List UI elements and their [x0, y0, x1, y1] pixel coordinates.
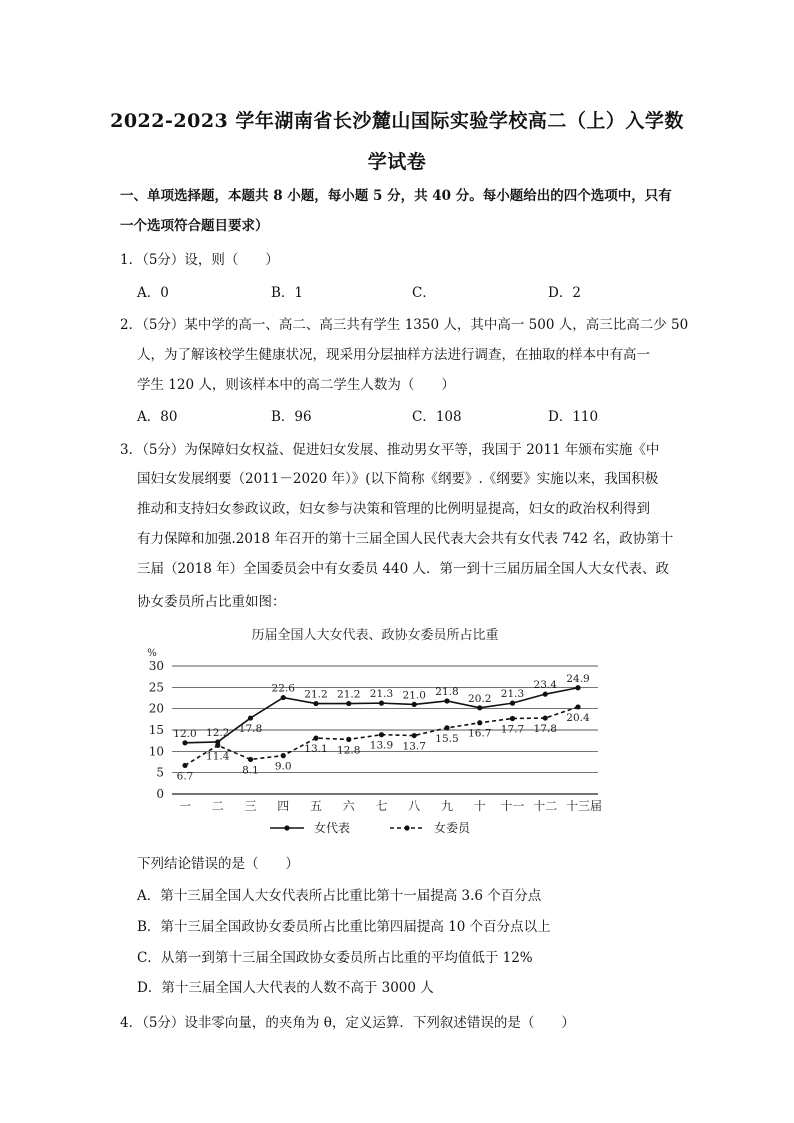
y-axis-unit: %: [147, 648, 157, 659]
data-label: 9.0: [274, 760, 292, 773]
section-heading: 一、单项选择题，本题共 8 小题，每小题 5 分，共 40 分。每小题给出的四个选项中，只有一个选项符合题目要求）: [120, 188, 672, 234]
data-label: 21.0: [402, 689, 426, 702]
legend-label-women-members: 女委员: [434, 821, 471, 835]
data-point: [575, 704, 580, 709]
data-point: [412, 733, 417, 738]
q3-option-b: B．第十三届全国政协女委员所占比重比第四届提高 10 个百分点以上: [137, 919, 551, 935]
y-tick-label: 10: [148, 744, 164, 759]
data-label: 13.9: [369, 739, 394, 752]
x-tick-label: 七: [375, 799, 388, 813]
q1-option-b: B．1: [271, 285, 304, 301]
page-title: 2022-2023 学年湖南省长沙麓山国际实验学校高二（上）入学数: [110, 110, 684, 132]
data-point: [313, 736, 318, 741]
data-label: 11.4: [206, 750, 230, 763]
data-label: 21.3: [500, 688, 525, 701]
data-label: 17.8: [533, 723, 557, 736]
question-2-line-2: 人，为了解该校学生健康状况，现采用分层抽样方法进行调查，在抽取的样本中有高一: [137, 347, 650, 363]
y-tick-label: 5: [156, 765, 164, 780]
question-2-line-3: 学生 120 人，则该样本中的高二学生人数为（ ）: [137, 377, 455, 393]
q3-option-d: D．第十三届全国人大代表的人数不高于 3000 人: [137, 980, 434, 996]
data-label: 21.8: [435, 685, 459, 698]
data-label: 15.5: [435, 732, 459, 745]
data-point: [444, 698, 449, 703]
data-point: [412, 702, 417, 707]
data-label: 22.6: [271, 682, 295, 695]
chart-title: 历届全国人大女代表、政协女委员所占比重: [251, 628, 499, 643]
chart-svg: [130, 622, 610, 842]
data-label: 21.3: [369, 688, 394, 701]
data-point: [215, 743, 220, 748]
data-point: [543, 692, 548, 697]
data-point: [281, 753, 286, 758]
x-tick-label: 十: [473, 799, 486, 813]
data-label: 6.7: [176, 770, 194, 783]
data-label: 12.0: [173, 727, 197, 740]
x-tick-label: 五: [309, 799, 323, 813]
q3-option-a: A．第十三届全国人大女代表所占比重比第十一届提高 3.6 个百分点: [137, 888, 542, 904]
x-tick-label: 十二: [533, 799, 558, 813]
data-label: 20.2: [468, 692, 492, 705]
y-tick-label: 25: [148, 680, 164, 695]
series-layer: [173, 673, 590, 783]
question-1-stem: 1．（5分）设，则（ ）: [120, 252, 279, 268]
x-tick-label: 二: [211, 799, 224, 813]
chart-legend: [270, 821, 471, 835]
question-2-line-1: 2．（5分）某中学的高一、高二、高三共有学生 1350 人，其中高一 500 人，高三比高二少 50: [120, 317, 689, 333]
data-point: [444, 725, 449, 730]
data-point: [477, 720, 482, 725]
question-4-stem: 4．（5分）设非零向量，的夹角为 θ，定义运算．下列叙述错误的是（ ）: [120, 1015, 575, 1031]
data-label: 21.2: [304, 688, 328, 701]
data-point: [248, 757, 253, 762]
data-point: [543, 715, 548, 720]
q2-option-d: D．110: [548, 409, 599, 425]
y-tick-label: 20: [148, 701, 164, 716]
data-label: 16.7: [468, 727, 492, 740]
question-3-line-5: 三届（2018 年）全国委员会中有女委员 440 人．第一到十三届历届全国人大女代表、政: [137, 561, 669, 577]
page-title-continued: 学试卷: [367, 151, 427, 173]
data-point: [379, 732, 384, 737]
x-tick-label: 四: [277, 799, 290, 813]
q1-option-c: C．: [412, 285, 436, 301]
y-tick-label: 0: [156, 787, 164, 801]
data-label: 17.8: [238, 723, 263, 736]
data-point: [510, 701, 515, 706]
data-label: 13.1: [304, 743, 328, 756]
data-point: [510, 716, 515, 721]
y-tick-label: 15: [148, 723, 164, 737]
data-point: [575, 685, 580, 690]
question-3-line-6: 协女委员所占比重如图：: [137, 594, 286, 610]
x-tick-label: 三: [244, 799, 257, 813]
x-tick-label: 一: [178, 799, 192, 813]
q2-option-b: B．96: [271, 409, 312, 425]
question-3-prompt: 下列结论错误的是（ ）: [137, 856, 299, 872]
y-tick-label: 30: [148, 659, 164, 673]
data-label: 21.2: [337, 688, 361, 701]
data-point: [182, 740, 187, 745]
x-tick-label: 十三届: [565, 799, 603, 813]
question-3-line-2: 国妇女发展纲要（2011－2020 年）》(以下简称《纲要》.《纲要》实施以来，我国积极: [137, 471, 659, 487]
data-point: [248, 715, 253, 720]
data-point: [346, 737, 351, 742]
data-point: [281, 695, 286, 700]
x-tick-labels: [179, 798, 602, 813]
question-3-line-4: 有力保障和加强.2018 年召开的第十三届全国人民代表大会共有女代表 742 名，政协第十: [137, 531, 674, 547]
data-label: 12.8: [337, 744, 361, 757]
x-tick-label: 九: [440, 799, 454, 813]
data-label: 20.4: [566, 711, 590, 724]
data-label: 12.2: [206, 726, 230, 739]
data-point: [379, 701, 384, 706]
q2-option-c: C．108: [412, 409, 462, 425]
data-label: 17.7: [500, 723, 525, 736]
data-point: [313, 701, 318, 706]
q1-option-d: D．2: [548, 285, 581, 301]
legend-label-women-deputies: 女代表: [314, 821, 351, 835]
data-label: 23.4: [533, 679, 557, 692]
data-label: 13.7: [402, 740, 426, 753]
data-point: [182, 763, 187, 768]
legend-item-women-members: [390, 821, 471, 835]
x-tick-label: 八: [408, 799, 421, 813]
question-3-line-3: 推动和支持妇女参政议政，妇女参与决策和管理的比例明显提高，妇女的政治权利得到: [137, 501, 650, 517]
q3-option-c: C．从第一到第十三届全国政协女委员所占比重的平均值低于 12%: [137, 950, 533, 966]
x-tick-label: 六: [342, 799, 355, 813]
q2-option-a: A．80: [137, 409, 178, 425]
x-tick-label: 十一: [500, 799, 525, 813]
question-3-line-1: 3．（5分）为保障妇女权益、促进妇女发展、推动男女平等，我国于 2011 年颁布实施《中: [120, 442, 660, 458]
q1-option-a: A．0: [137, 285, 169, 301]
data-point: [477, 705, 482, 710]
data-label: 8.1: [242, 764, 259, 777]
data-label: 24.9: [566, 672, 590, 685]
legend-item-women-deputies: [270, 821, 350, 835]
line-chart: [130, 622, 610, 846]
data-point: [346, 701, 351, 706]
